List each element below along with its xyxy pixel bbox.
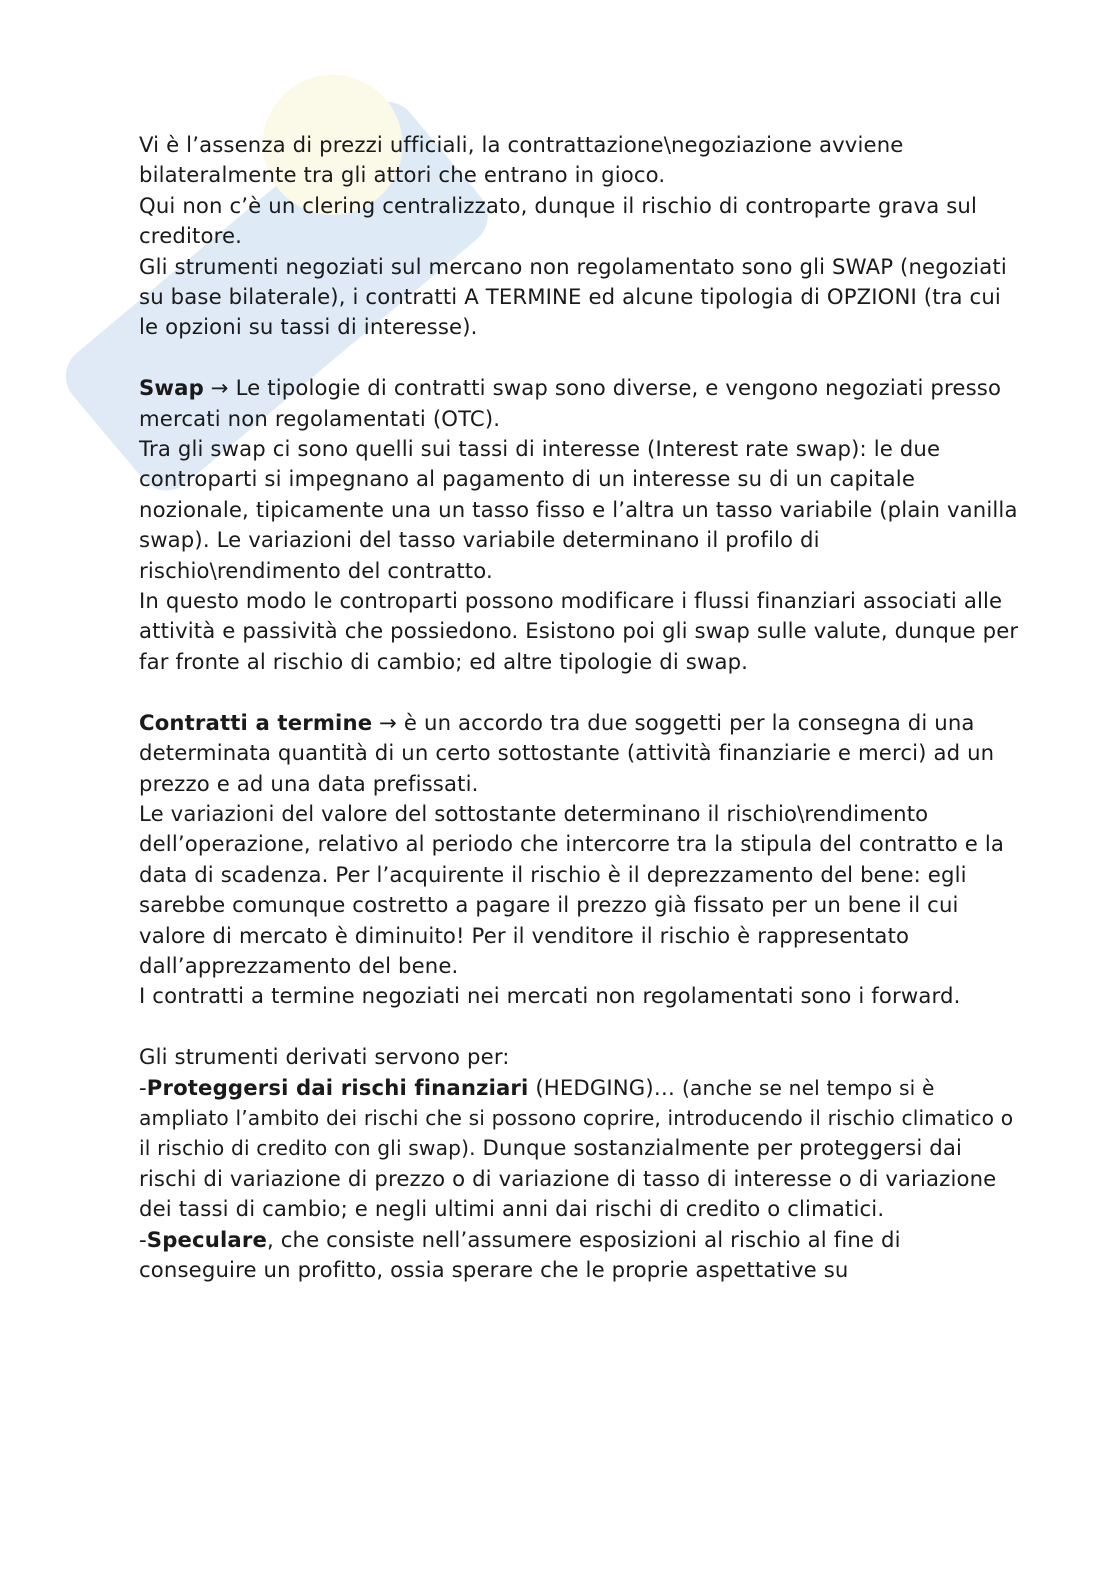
speculation-item [139, 1225, 1019, 1286]
otc-paragraph-1: Vi è l’assenza di prezzi ufficiali, la contrattazione\negoziazione avviene bilateralmente tra gli attori che entrano in gioco. [139, 132, 904, 188]
hedging-tag: (HEDGING)… [528, 1074, 682, 1100]
list-dash: - [139, 1074, 147, 1100]
paragraph-spacer [139, 343, 1019, 373]
paragraph-spacer [139, 1012, 1019, 1042]
arrow-right-icon: → [372, 709, 404, 735]
hedging-rest: Dunque sostanzialmente per proteggersi dai rischi di variazione di prezzo o di variazione di tasso di interesse o di variazione dei tassi di cambio; e negli ultimi anni dai rischi di credito o climatici. [139, 1135, 997, 1222]
hedging-aside: (anche se nel tempo si è ampliato l’ambito dei rischi che si possono coprire, introducendo il rischio climatico o il rischio di credito con gli swap). [139, 1075, 1014, 1161]
swap-heading: Swap [139, 375, 204, 401]
list-dash: - [139, 1226, 147, 1252]
document-body [139, 130, 1019, 1285]
swap-paragraph-1: Tra gli swap ci sono quelli sui tassi di interesse (Interest rate swap): le due controparti si impegnano al pagamento di un interesse su di un capitale nozionale, tipicamente una un tasso fisso e l’altra un tasso variabile (plain vanilla swap). Le variazioni del tasso variabile determinano il profilo di rischio\rendimento del contratto. [139, 436, 1018, 583]
swap-paragraph-2: In questo modo le controparti possono modificare i flussi finanziari associati alle attività e passività che possiedono. Esistono poi gli swap sulle valute, dunque per far fronte al rischio di cambio; ed altre tipologie di swap. [139, 588, 1019, 674]
otc-paragraph-3: Gli strumenti negoziati sul mercano non regolamentato sono gli SWAP (negoziati su base bilaterale), i contratti A TERMINE ed alcune tipologia di OPZIONI (tra cui le opzioni su tassi di interesse). [139, 253, 1007, 340]
paragraph-spacer [139, 677, 1019, 707]
forward-paragraph-1: Le variazioni del valore del sottostante determinano il rischio\rendimento dell’operazione, relativo al periodo che intercorre tra la stipula del contratto e la data di scadenza. Per l’acquirente il rischio è il deprezzamento del bene: egli sarebbe comunque costretto a pagare il prezzo già fissato per un bene il cui valore di mercato è diminuito! Per il venditore il rischio è rappresentato dall’apprezzamento del bene. [139, 800, 1005, 978]
forward-lead-text: è un accordo tra due soggetti per la consegna di una determinata quantità di un certo sottostante (attività finanziarie e merci) ad un prezzo e ad una data prefissati. [139, 709, 995, 796]
hedging-heading: Proteggersi dai rischi finanziari [146, 1074, 529, 1100]
swap-lead-text: Le tipologie di contratti swap sono diverse, e vengono negoziati presso mercati non regolamentati (OTC). [139, 375, 1002, 431]
hedging-item [139, 1073, 1019, 1225]
speculation-heading: Speculare [146, 1226, 267, 1252]
arrow-right-icon: → [203, 375, 236, 401]
swap-section-lead [139, 373, 1019, 434]
otc-paragraph-2: Qui non c’è un clering centralizzato, dunque il rischio di controparte grava sul creditore. [139, 192, 978, 249]
uses-intro: Gli strumenti derivati servono per: [139, 1044, 510, 1070]
speculation-rest: , che consiste nell’assumere esposizioni al rischio al fine di conseguire un profitto, ossia sperare che le proprie aspettative su [139, 1226, 901, 1282]
forward-paragraph-2: I contratti a termine negoziati nei mercati non regolamentati sono i forward. [139, 983, 961, 1009]
forward-section-lead [139, 708, 1019, 799]
forward-heading: Contratti a termine [139, 709, 373, 735]
